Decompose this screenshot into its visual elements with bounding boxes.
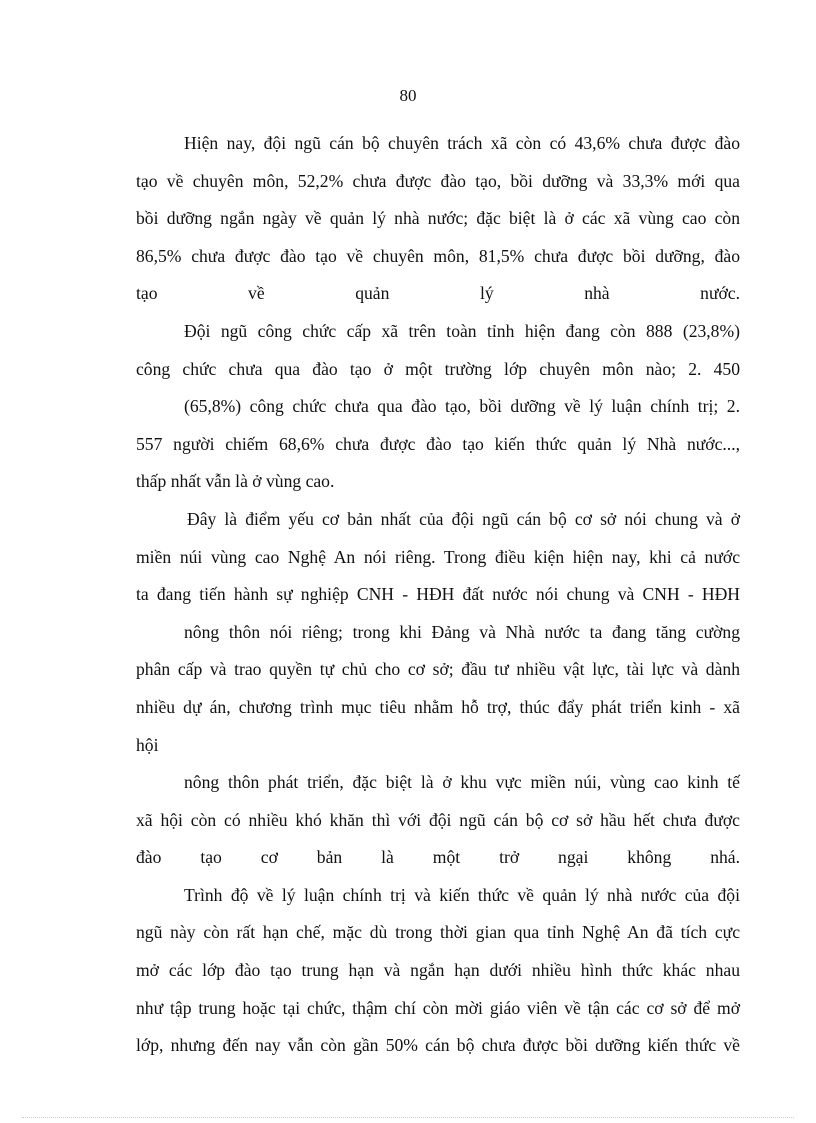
text-line: Đây là điểm yếu cơ bản nhất của đội ngũ cán bộ cơ sở nói chung và ở (187, 508, 740, 529)
text-line: 86,5% chưa được đào tạo về chuyên môn, 81,5% chưa được bồi dưỡng, đào (136, 245, 740, 266)
text-line: Đội ngũ công chức cấp xã trên toàn tỉnh hiện đang còn 888 (23,8%) (184, 320, 740, 341)
text-line: 557 người chiếm 68,6% chưa được đào tạo kiến thức quản lý Nhà nước..., (136, 433, 740, 454)
text-line: như tập trung hoặc tại chức, thậm chí còn mời giáo viên về tận các cơ sở để mở (136, 997, 740, 1018)
text-line: lớp, nhưng đến nay vẫn còn gần 50% cán bộ chưa được bồi dưỡng kiến thức về (136, 1035, 740, 1056)
text-line: ta đang tiến hành sự nghiệp CNH - HĐH đất nước nói chung và CNH - HĐH (136, 584, 740, 605)
footer-divider (22, 1117, 794, 1118)
text-line: đào tạo cơ bản là một trở ngại không nhá. (136, 847, 740, 868)
text-line: tạo về chuyên môn, 52,2% chưa được đào tạo, bồi dưỡng và 33,3% mới qua (136, 170, 740, 191)
text-line: thấp nhất vẫn là ở vùng cao. (136, 471, 335, 492)
body-text (136, 125, 740, 1065)
text-line: hội (136, 734, 159, 755)
text-line: nông thôn phát triển, đặc biệt là ở khu vực miền núi, vùng cao kinh tế (184, 772, 740, 793)
text-line: mở các lớp đào tạo trung hạn và ngắn hạn dưới nhiều hình thức khác nhau (136, 960, 740, 981)
text-line: Hiện nay, đội ngũ cán bộ chuyên trách xã còn có 43,6% chưa được đào (184, 133, 740, 153)
page-number: 80 (399, 86, 417, 105)
text-line: công chức chưa qua đào tạo ở một trường lớp chuyên môn nào; 2. 450 (136, 358, 740, 379)
text-line: tạo về quản lý nhà nước. (136, 283, 740, 304)
text-line: phân cấp và trao quyền tự chủ cho cơ sở; đầu tư nhiều vật lực, tài lực và dành (136, 659, 740, 680)
text-line: miền núi vùng cao Nghệ An nói riêng. Trong điều kiện hiện nay, khi cả nước (136, 546, 740, 567)
text-line: Trình độ về lý luận chính trị và kiến thức về quản lý nhà nước của đội (184, 884, 740, 905)
text-line: (65,8%) công chức chưa qua đào tạo, bồi dưỡng về lý luận chính trị; 2. (184, 396, 740, 417)
text-line: bồi dưỡng ngắn ngày về quản lý nhà nước; đặc biệt là ở các xã vùng cao còn (136, 208, 740, 229)
text-line: ngũ này còn rất hạn chế, mặc dù trong thời gian qua tỉnh Nghệ An đã tích cực (136, 922, 740, 943)
text-line: nhiều dự án, chương trình mục tiêu nhằm hỗ trợ, thúc đẩy phát triển kinh - xã (136, 696, 740, 717)
text-line: nông thôn nói riêng; trong khi Đảng và Nhà nước ta đang tăng cường (184, 621, 740, 642)
text-line: xã hội còn có nhiều khó khăn thì với đội ngũ cán bộ cơ sở hầu hết chưa được (136, 809, 740, 830)
